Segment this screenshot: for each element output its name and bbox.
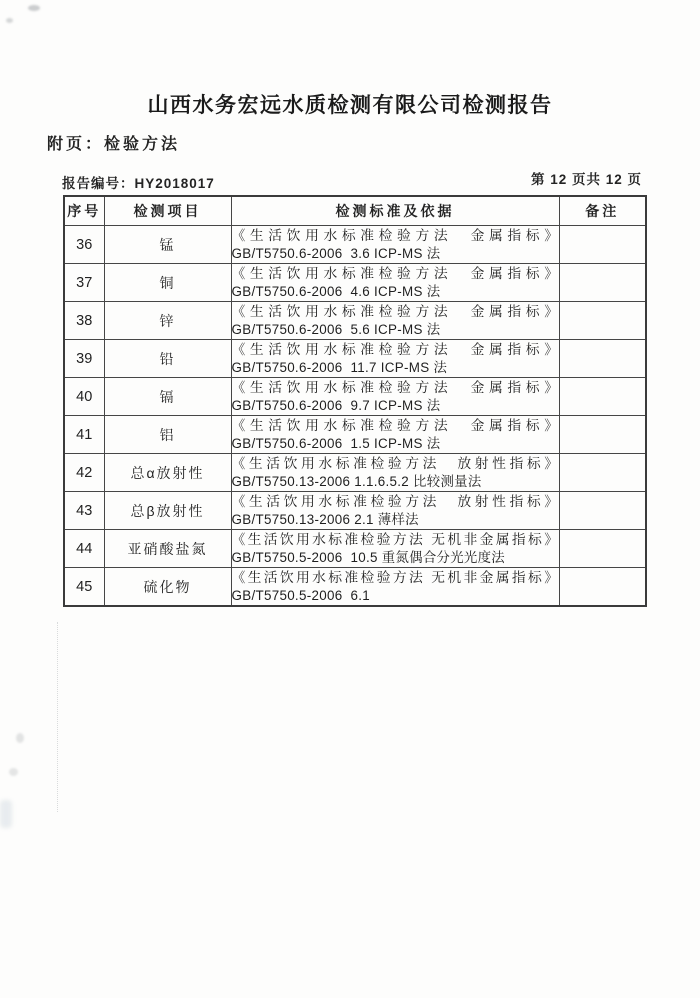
standard-cell: [231, 530, 559, 568]
attachment-subtitle: 附页：检验方法: [47, 136, 181, 153]
row-number-cell: 45: [64, 568, 104, 607]
standard-line1: 《生活饮用水标准检验方法 金属指标》: [231, 228, 559, 243]
test-item-cell: 镉: [104, 378, 231, 416]
col-header-serial: 序号: [64, 196, 104, 226]
test-item-cell: 硫化物: [104, 568, 231, 607]
remark-cell: [559, 530, 646, 568]
standard-line1: 《生活饮用水标准检验方法 放射性指标》: [231, 456, 559, 471]
remark-cell: [559, 340, 646, 378]
report-number-value: HY2018017: [134, 176, 215, 191]
row-number-cell: 40: [64, 378, 104, 416]
remark-cell: [559, 226, 646, 264]
row-number-cell: 38: [64, 302, 104, 340]
standard-line2: GB/T5750.5-2006 6.1: [231, 588, 371, 603]
standard-line2: GB/T5750.6-2006 1.5 ICP-MS 法: [231, 436, 441, 451]
remark-cell: [559, 568, 646, 607]
standard-cell: [231, 568, 559, 607]
test-item-cell: 锌: [104, 302, 231, 340]
standard-line1: 《生活饮用水标准检验方法 金属指标》: [231, 380, 559, 395]
standard-line1: 《生活饮用水标准检验方法 无机非金属指标》: [231, 532, 559, 547]
page-indicator: 第 12 页共 12 页: [530, 172, 642, 187]
table-row: [64, 454, 646, 492]
test-item-cell: 锰: [104, 226, 231, 264]
standard-line2: GB/T5750.5-2006 10.5 重氮偶合分光光度法: [231, 550, 505, 565]
test-item-cell: 铝: [104, 416, 231, 454]
table-row: [64, 568, 646, 607]
row-number-cell: 44: [64, 530, 104, 568]
standard-line2: GB/T5750.13-2006 1.1.6.5.2 比较测量法: [231, 474, 482, 489]
table-row: [64, 340, 646, 378]
standard-cell: [231, 378, 559, 416]
standard-line2: GB/T5750.6-2006 4.6 ICP-MS 法: [231, 284, 441, 299]
report-number: [62, 172, 215, 192]
scan-noise-line: [57, 622, 59, 812]
standard-cell: [231, 302, 559, 340]
standard-line1: 《生活饮用水标准检验方法 金属指标》: [231, 304, 559, 319]
standard-cell: [231, 416, 559, 454]
row-number-cell: 41: [64, 416, 104, 454]
table-row: [64, 530, 646, 568]
test-item-cell: 铜: [104, 264, 231, 302]
report-number-label: 报告编号：: [62, 176, 135, 191]
standard-line2: GB/T5750.6-2006 5.6 ICP-MS 法: [231, 322, 441, 337]
table-row: [64, 264, 646, 302]
standard-cell: [231, 454, 559, 492]
table-row: [64, 492, 646, 530]
standard-cell: [231, 492, 559, 530]
row-number-cell: 37: [64, 264, 104, 302]
table-row: [64, 226, 646, 264]
col-header-remark: 备注: [559, 196, 646, 226]
test-item-cell: 亚硝酸盐氮: [104, 530, 231, 568]
remark-cell: [559, 302, 646, 340]
standard-cell: [231, 340, 559, 378]
table-header-row: [64, 196, 646, 226]
test-methods-table: [63, 195, 647, 607]
remark-cell: [559, 416, 646, 454]
standard-cell: [231, 226, 559, 264]
scan-noise-speck: [16, 733, 24, 743]
standard-line1: 《生活饮用水标准检验方法 金属指标》: [231, 266, 559, 281]
standard-line1: 《生活饮用水标准检验方法 金属指标》: [231, 418, 559, 433]
standard-line2: GB/T5750.13-2006 2.1 薄样法: [231, 512, 419, 527]
standard-line2: GB/T5750.6-2006 11.7 ICP-MS 法: [231, 360, 448, 375]
col-header-standard: 检测标准及依据: [231, 196, 559, 226]
test-item-cell: 总β放射性: [104, 492, 231, 530]
scan-noise-speck: [28, 5, 40, 11]
scan-noise-speck: [0, 800, 12, 828]
remark-cell: [559, 264, 646, 302]
standard-line1: 《生活饮用水标准检验方法 无机非金属指标》: [231, 570, 559, 585]
row-number-cell: 39: [64, 340, 104, 378]
standard-line2: GB/T5750.6-2006 3.6 ICP-MS 法: [231, 246, 441, 261]
col-header-item: 检测项目: [104, 196, 231, 226]
remark-cell: [559, 454, 646, 492]
standard-line1: 《生活饮用水标准检验方法 金属指标》: [231, 342, 559, 357]
row-number-cell: 36: [64, 226, 104, 264]
row-number-cell: 42: [64, 454, 104, 492]
table-row: [64, 416, 646, 454]
test-item-cell: 铅: [104, 340, 231, 378]
test-item-cell: 总α放射性: [104, 454, 231, 492]
standard-line1: 《生活饮用水标准检验方法 放射性指标》: [231, 494, 559, 509]
table-row: [64, 302, 646, 340]
scan-noise-speck: [6, 18, 13, 23]
standard-line2: GB/T5750.6-2006 9.7 ICP-MS 法: [231, 398, 441, 413]
standard-cell: [231, 264, 559, 302]
remark-cell: [559, 492, 646, 530]
page-title: 山西水务宏远水质检测有限公司检测报告: [147, 94, 553, 117]
remark-cell: [559, 378, 646, 416]
scan-noise-speck: [9, 768, 18, 776]
table-row: [64, 378, 646, 416]
row-number-cell: 43: [64, 492, 104, 530]
